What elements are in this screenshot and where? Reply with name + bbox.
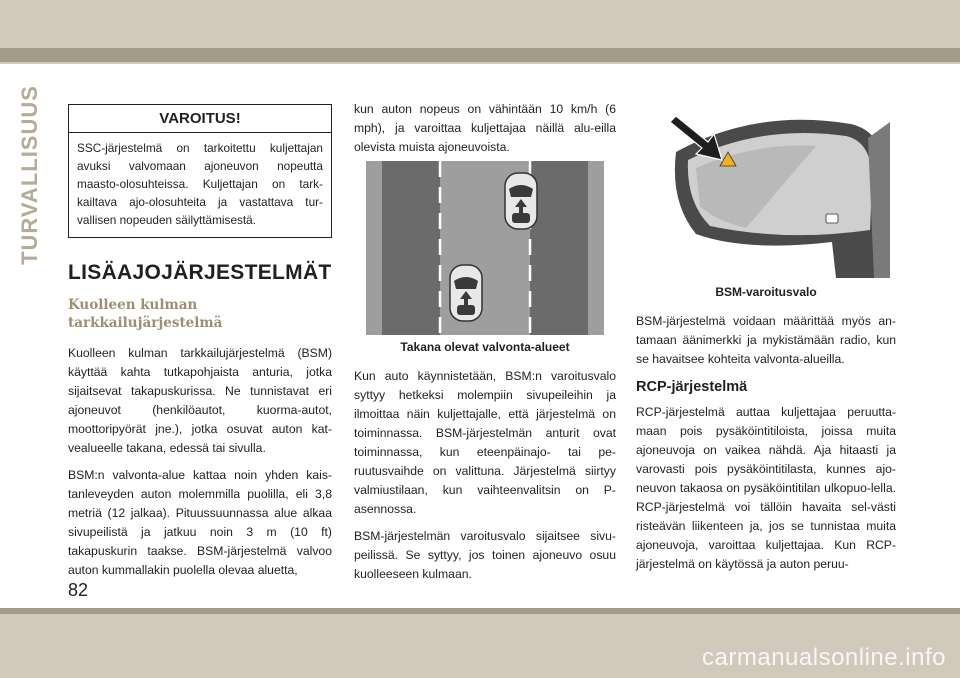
paragraph: BSM:n valvonta-alue kattaa noin yhden kais-tanleveyden auton molemmilla puolilla, eli 3,8 metriä (12 jalkaa). Pituussuunnassa alue alkaa sivupeilistä ja jatkuu noin 3 m (10 ft) takapuskurin taakse. BSM-järjestelmä valvoo auton kummallakin puolella olevaa aluetta, <box>68 468 332 577</box>
car-rear-icon <box>450 265 482 321</box>
paragraph: kun auton nopeus on vähintään 10 km/h (6 mph), ja varoittaa kuljettajaa näillä alu-eilla olevista muista ajoneuvoista. <box>354 102 616 154</box>
footer-stripe <box>0 608 960 614</box>
left-zone <box>382 161 440 335</box>
paragraph: Kun auto käynnistetään, BSM:n varoitusvalo syttyy hetkeksi molempiin sivupeileihin ja ilmoittaa näin kuljettajalle, että järjestelmä on toiminnassa. BSM-järjestelmän anturit ovat toiminnassa, kun eteenpäinajo- tai pe-ruutusvaihde on valittuna. Järjestelmä siirtyy valmiustilaan, kun vaihteenvalitsin on P-asennossa. <box>354 369 616 516</box>
column-left <box>68 104 332 588</box>
watermark-text[interactable]: carmanualsonline.info <box>702 644 946 671</box>
bsm-heading: Kuolleen kulman tarkkailujärjestelmä <box>68 297 223 331</box>
figure-caption: BSM-varoitusvalo <box>715 285 817 299</box>
car-front-icon <box>505 173 537 229</box>
paragraph: BSM-järjestelmä voidaan määrittää myös an-tamaan äänimerkki ja mykistämään radio, kun se havaitsee kohteita valvonta-alueilla. <box>636 314 896 366</box>
page-number: 82 <box>68 580 89 600</box>
sensor-icon <box>826 214 838 223</box>
figure-caption: Takana olevat valvonta-alueet <box>400 340 570 354</box>
warning-text: SSC-järjestelmä on tarkoitettu kuljettajan avuksi valvomaan ajoneuvon nopeutta maasto-olosuhteissa. Kuljettajan on tark-kailtava ajo-olosuhteita ja vastattava tur-vallisen nopeuden säilyttämisestä. <box>77 141 323 227</box>
header-stripe <box>0 48 960 62</box>
column-right <box>636 100 896 582</box>
mirror-figure <box>636 102 890 278</box>
header-band <box>0 0 960 64</box>
paragraph: BSM-järjestelmän varoitusvalo sijaitsee sivu-peilissä. Se syttyy, jos toinen ajoneuvo osuu kuolleeseen kulmaan. <box>354 529 616 581</box>
monitoring-zones-figure <box>366 161 604 335</box>
section-title: LISÄAJOJÄRJESTELMÄT <box>68 261 332 284</box>
warning-box <box>68 104 332 238</box>
section-tab-label: TURVALLISUUS <box>17 85 43 265</box>
paragraph: RCP-järjestelmä auttaa kuljettajaa peruutta-maan pois pysäköintitiloista, joissa muita ajoneuvoja on vaikea nähdä. Aja hitaasti ja varovasti pois pysäköintitilasta, kunnes ajo-neuvon takaosa on pysäköintitilan ulkopuo-lella. RCP-järjestelmä voi tällöin havaita sel-västi risteävän liikenteen ja, jos se tunnistaa muita ajoneuvoja, varoittaa kuljettajaa. Kun RCP-järjestelmä on käytössä ja auton peruu- <box>636 405 896 571</box>
column-middle <box>354 100 616 592</box>
rcp-heading: RCP-järjestelmä <box>636 379 748 395</box>
warning-title: VAROITUS! <box>69 105 331 133</box>
right-zone <box>530 161 588 335</box>
paragraph: Kuolleen kulman tarkkailujärjestelmä (BSM) käyttää kahta tutkapohjaista anturia, jotka sijaitsevat takapuskurissa. Ne tunnistavat eri ajoneuvot (henkilöautot, kuorma-autot, moottoripyörät jne.), jotka osuvat auton kat-vealueelle takana, edessä tai sivulla. <box>68 346 332 455</box>
footer-band <box>0 608 960 678</box>
section-tab <box>12 85 48 265</box>
